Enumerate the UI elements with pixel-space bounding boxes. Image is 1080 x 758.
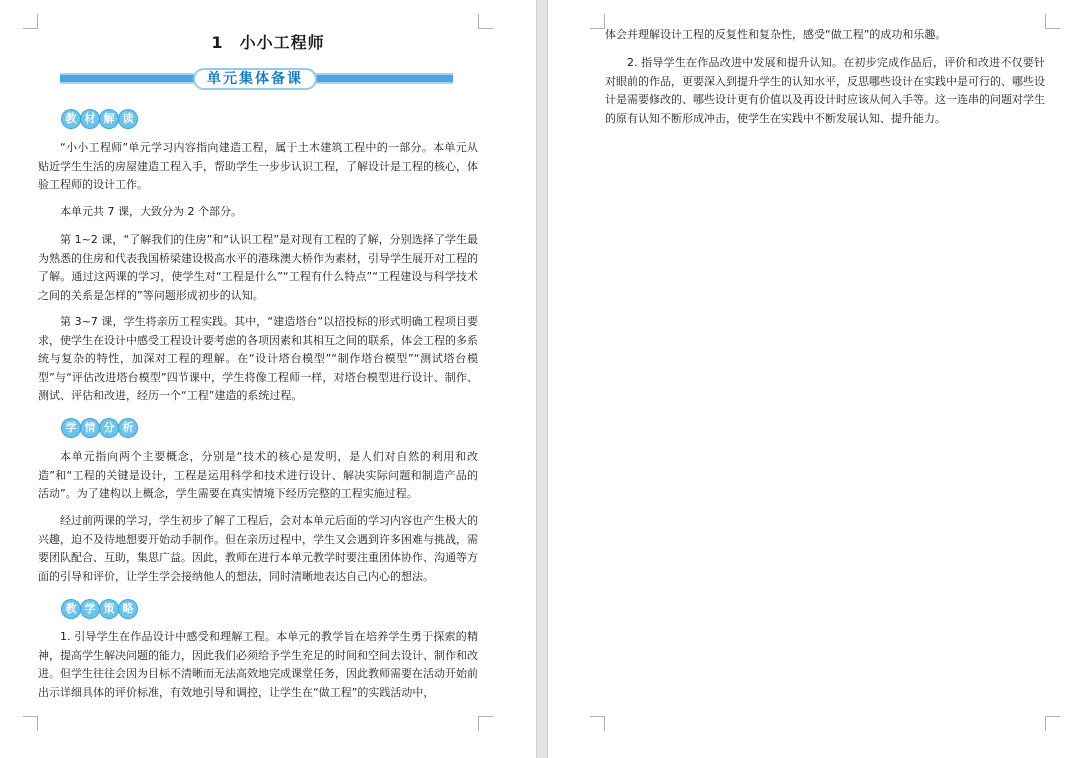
paragraph: “小小工程师”单元学习内容指向建造工程，属于土木建筑工程中的一部分。本单元从贴近学生生活的房屋建造工程入手，帮助学生一步步认识工程，了解设计是工程的核心，体验工程师的设计工作。: [38, 141, 478, 191]
section-banner: [60, 68, 453, 90]
heading-char: 学: [62, 419, 80, 437]
heading-char: 教: [62, 600, 80, 618]
heading-char: 解: [100, 110, 118, 128]
unit-title-text: 小小工程师: [239, 33, 325, 52]
heading-char: 情: [81, 419, 99, 437]
section-heading-learner-analysis: [62, 416, 138, 438]
heading-char: 材: [81, 110, 99, 128]
section-heading-textbook-analysis: [62, 107, 138, 129]
paragraph: 本单元共 7 课，大致分为 2 个部分。: [60, 205, 242, 218]
paragraph: 1. 引导学生在作品设计中感受和理解工程。本单元的教学旨在培养学生勇于探索的精神，提高学生解决问题的能力，因此我们必须给予学生充足的时间和空间去设计、制作和改进。但学生往往会因为目标不清晰而无法高效地完成课堂任务，因此教师需要在活动开始前出示详细具体的评价标准，有效地引导和调控，让学生在“做工程”的实践活动中，: [38, 630, 478, 699]
heading-char: 学: [81, 600, 99, 618]
crop-mark: [1045, 716, 1060, 731]
paragraph: 经过前两课的学习，学生初步了解了工程后，会对本单元后面的学习内容也产生极大的兴趣，迫不及待地想要开始动手制作。但在亲历过程中，学生又会遇到许多困难与挑战，需要团队配合、互助，集思广益。因此，教师在进行本单元教学时要注重团体协作、沟通等方面的引导和评价，让学生学会接纳他人的想法，同时清晰地表达自己内心的想法。: [38, 514, 478, 583]
unit-title: [0, 30, 536, 53]
paragraph: 第 3~7 课，学生将亲历工程实践。其中，“建造塔台”以招投标的形式明确工程项目要求，使学生在设计中感受工程设计要考虑的各项因素和其相互之间的联系，体会工程的多系统与复杂的特性，加深对工程的理解。在“设计塔台模型”“制作塔台模型”“测试塔台模型”与“评估改进塔台模型”四节课中，学生将像工程师一样，对塔台模型进行设计、制作、测试、评估和改进，经历一个“工程”建造的系统过程。: [38, 315, 478, 402]
unit-number: 1: [211, 33, 224, 52]
heading-char: 分: [100, 419, 118, 437]
paragraph: 2. 指导学生在作品改进中发展和提升认知。在初步完成作品后，评价和改进不仅要针对眼前的作品，更要深入到提升学生的认知水平，反思哪些设计在实践中是可行的、哪些设计是需要修改的、哪些设计更有价值以及再设计时应该从何入手等。这一连串的问题对学生的原有认知不断形成冲击，使学生在实践中不断发展认知、提升能力。: [605, 56, 1045, 125]
heading-char: 策: [100, 600, 118, 618]
crop-mark: [478, 14, 493, 29]
paragraph: 第 1~2 课，“了解我们的住房”和“认识工程”是对现有工程的了解，分别选择了学生最为熟悉的住房和代表我国桥梁建设极高水平的港珠澳大桥作为素材，引导学生展开对工程的了解。通过这两课的学习，使学生对“工程是什么”“工程有什么特点”“工程建设与科学技术之间的关系是怎样的”等问题形成初步的认知。: [38, 233, 478, 302]
heading-char: 析: [119, 419, 137, 437]
page-gutter: [536, 0, 548, 758]
document-page-left: [0, 0, 536, 758]
paragraph: 体会并理解设计工程的反复性和复杂性，感受“做工程”的成功和乐趣。: [605, 28, 947, 41]
crop-mark: [23, 14, 38, 29]
crop-mark: [590, 716, 605, 731]
banner-label: 单元集体备课: [193, 68, 317, 90]
paragraph: 本单元指向两个主要概念，分别是“技术的核心是发明，是人们对自然的利用和改造”和“工程的关键是设计，工程是运用科学和技术进行设计、解决实际问题和制造产品的活动”。为了建构以上概念，学生需要在真实情境下经历完整的工程实施过程。: [38, 450, 478, 500]
crop-mark: [23, 716, 38, 731]
heading-char: 读: [119, 110, 137, 128]
document-page-right: [548, 0, 1080, 758]
crop-mark: [1045, 14, 1060, 29]
crop-mark: [478, 716, 493, 731]
section-heading-teaching-strategy: [62, 597, 138, 619]
heading-char: 略: [119, 600, 137, 618]
heading-char: 教: [62, 110, 80, 128]
crop-mark: [590, 14, 605, 29]
